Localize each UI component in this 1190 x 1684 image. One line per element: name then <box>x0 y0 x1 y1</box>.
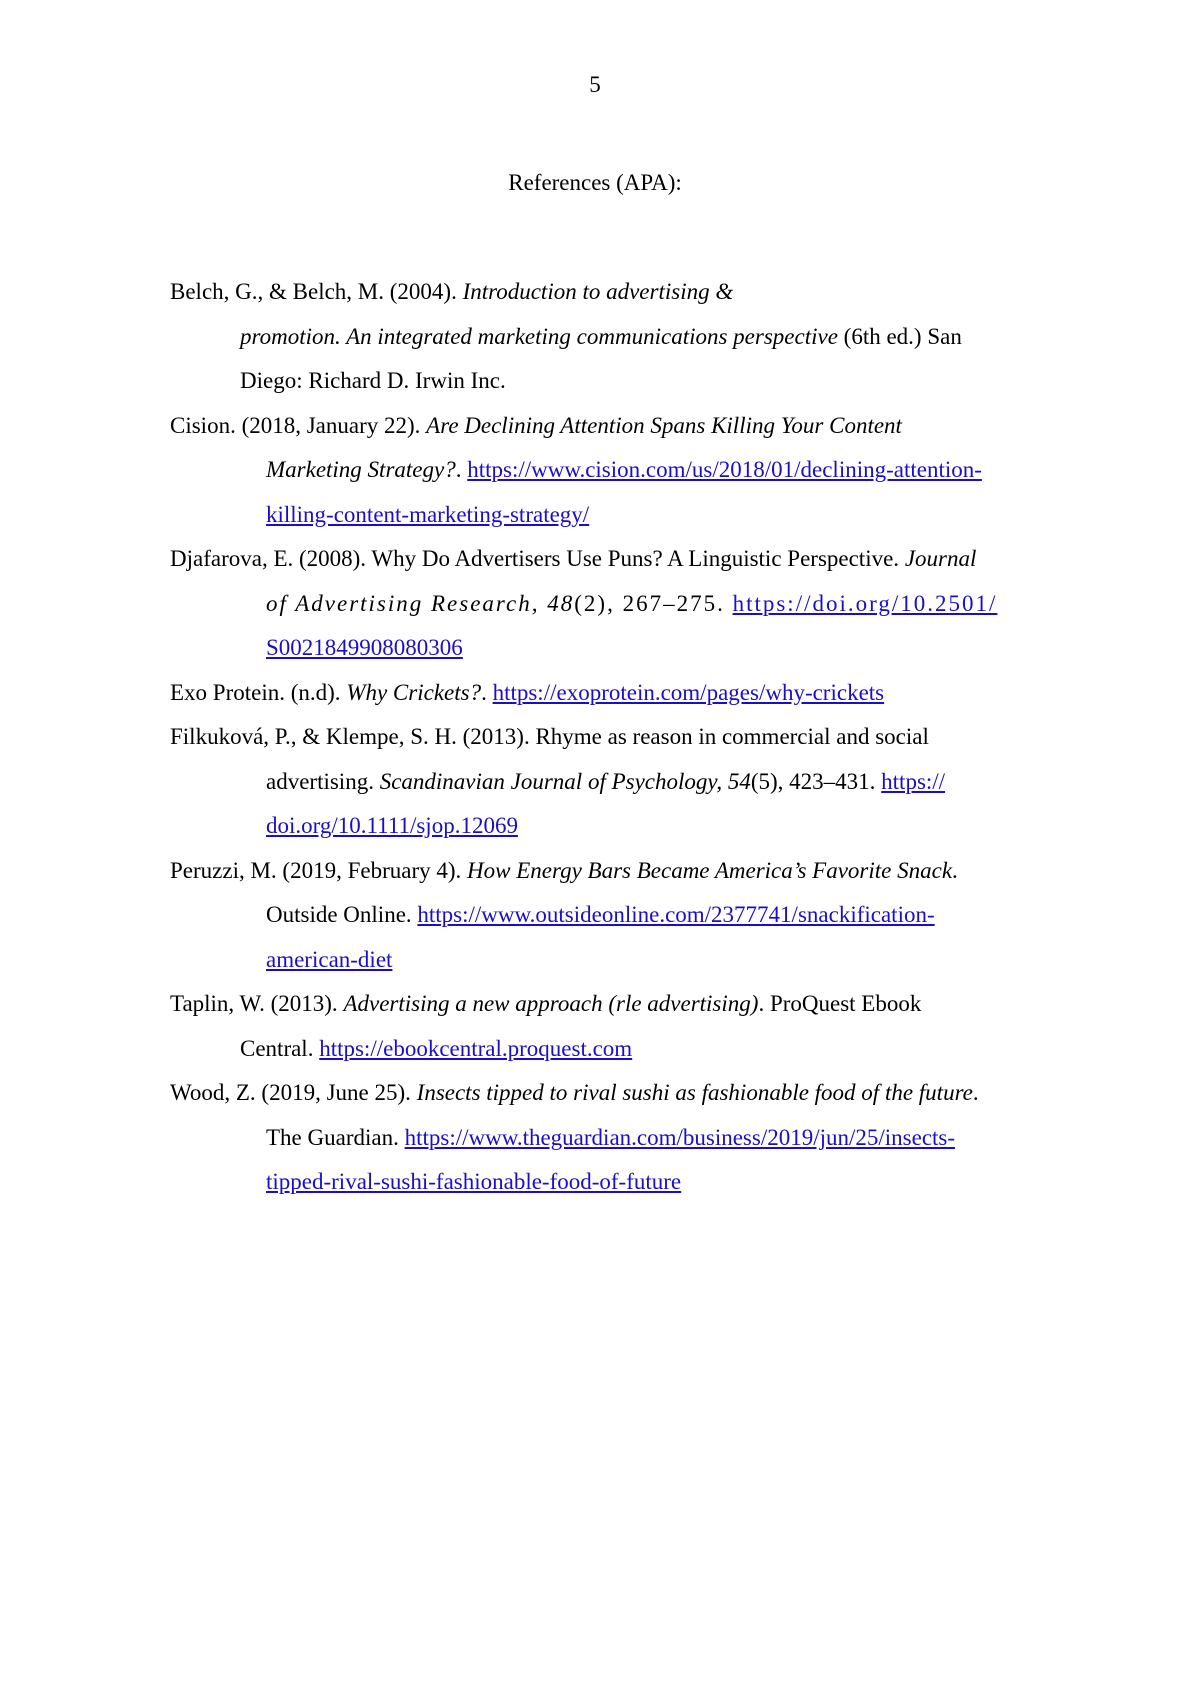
ref-text: . <box>972 1080 979 1105</box>
ref-title: Introduction to advertising & <box>462 279 734 304</box>
ref-link[interactable]: https://exoprotein.com/pages/why-crickets <box>492 679 885 705</box>
page-title: References (APA): <box>508 170 682 195</box>
ref-link[interactable]: doi.org/10.1111/sjop.12069 <box>266 813 518 838</box>
ref-link[interactable]: https://ebookcentral.proquest.com <box>319 1035 633 1061</box>
reference-cision <box>170 404 1030 538</box>
ref-link[interactable]: tipped-rival-sushi-fashionable-food-of-future <box>266 1169 682 1194</box>
ref-text: . ProQuest Ebook <box>758 991 922 1016</box>
reference-exo-protein <box>170 671 1030 716</box>
page-number: 5 <box>589 72 601 97</box>
ref-text: . <box>455 457 468 482</box>
ref-text: (5), 423–431. <box>750 768 882 794</box>
ref-link[interactable]: https://www.cision.com/us/2018/01/declining-attention- <box>467 457 982 482</box>
reference-list <box>170 270 1030 1205</box>
ref-text: Peruzzi, M. (2019, February 4). <box>170 857 468 883</box>
ref-text: advertising. <box>266 768 380 794</box>
ref-title: Marketing Strategy? <box>266 457 456 482</box>
reference-wood <box>170 1071 1030 1205</box>
ref-link[interactable]: https:// <box>881 768 946 794</box>
ref-title: of Advertising Research, 48 <box>266 590 575 616</box>
ref-text: (2), 267–275. <box>574 590 733 616</box>
ref-title: Scandinavian Journal of Psychology, 54 <box>379 768 751 794</box>
ref-title: promotion. An integrated marketing communications perspective <box>240 323 838 349</box>
ref-text: Taplin, W. (2013). <box>170 991 344 1016</box>
ref-link[interactable]: https://www.outsideonline.com/2377741/snackification- <box>417 902 935 927</box>
reference-filkukova <box>170 715 1030 849</box>
ref-text: Djafarova, E. (2008). Why Do Advertisers Use Puns? A Linguistic Perspective. <box>170 546 905 571</box>
ref-text: The Guardian. <box>266 1124 405 1150</box>
reference-belch <box>170 270 1030 404</box>
reference-taplin <box>170 982 1030 1071</box>
ref-text: Belch, G., & Belch, M. (2004). <box>170 279 463 304</box>
reference-peruzzi <box>170 849 1030 983</box>
ref-text: Exo Protein. (n.d). <box>170 679 347 705</box>
ref-title: How Energy Bars Became America’s Favorite Snack <box>467 857 953 883</box>
ref-link[interactable]: https://www.theguardian.com/business/2019/jun/25/insects- <box>404 1124 956 1150</box>
ref-title: Are Declining Attention Spans Killing Your Content <box>426 412 902 438</box>
ref-text: . <box>952 857 958 883</box>
ref-text: Wood, Z. (2019, June 25). <box>170 1080 417 1105</box>
ref-link[interactable]: https://doi.org/10.2501/ <box>732 590 998 616</box>
ref-text: Central. <box>240 1035 320 1061</box>
ref-text: Diego: Richard D. Irwin Inc. <box>240 368 506 393</box>
ref-link[interactable]: american-diet <box>266 946 393 972</box>
ref-text: . <box>481 679 493 705</box>
ref-link[interactable]: killing-content-marketing-strategy/ <box>266 501 590 527</box>
ref-title: Insects tipped to rival sushi as fashionable food of the future <box>416 1080 973 1105</box>
reference-djafarova <box>170 537 1030 671</box>
ref-text: (6th ed.) San <box>837 323 962 349</box>
ref-title: Why Crickets? <box>346 679 482 705</box>
ref-text: Outside Online. <box>266 902 418 927</box>
ref-title: Advertising a new approach (rle advertising) <box>343 991 759 1016</box>
ref-text: Filkuková, P., & Klempe, S. H. (2013). Rhyme as reason in commercial and social <box>170 724 929 749</box>
ref-text: Cision. (2018, January 22). <box>170 412 427 438</box>
ref-title: Journal <box>904 546 977 571</box>
ref-link[interactable]: S0021849908080306 <box>266 635 463 660</box>
